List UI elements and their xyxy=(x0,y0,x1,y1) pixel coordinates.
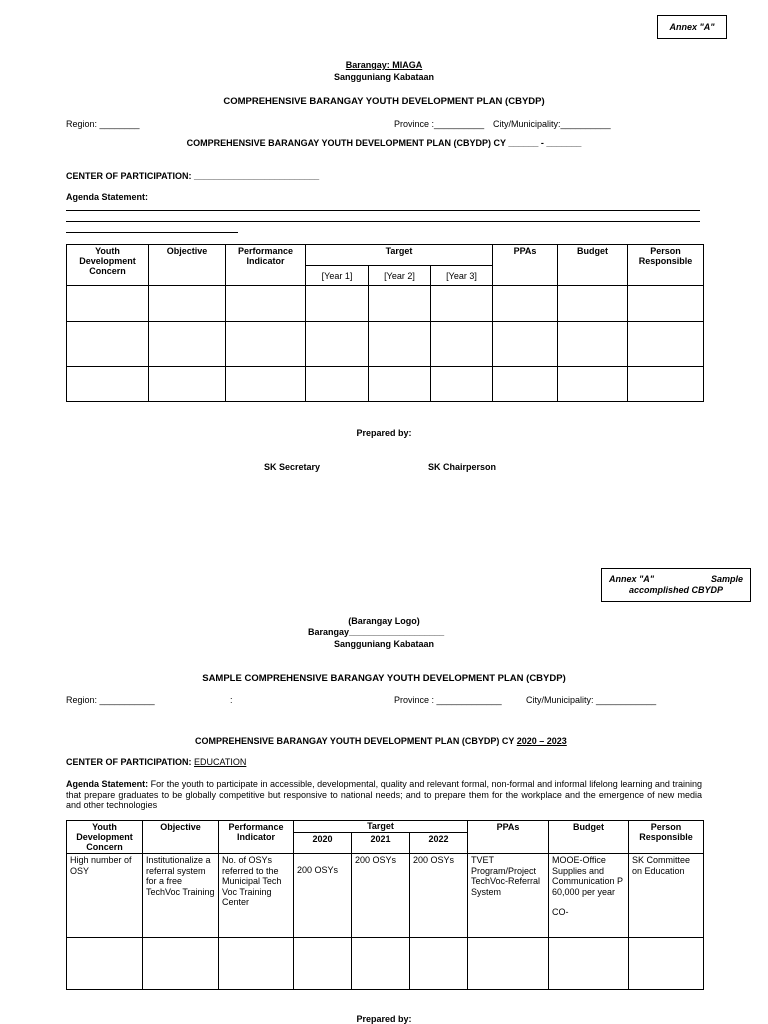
sample-prepared-by: Prepared by: xyxy=(356,1014,412,1024)
table-row xyxy=(67,367,704,402)
sample-annex-tag: Sample xyxy=(710,574,743,584)
sample-barangay-name: Barangay___________________ xyxy=(308,627,445,637)
barangay-logo-placeholder: (Barangay Logo) xyxy=(348,616,420,626)
agenda-line xyxy=(66,232,238,233)
sample-header-ppas: PPAs xyxy=(468,821,549,854)
document-title: COMPREHENSIVE BARANGAY YOUTH DEVELOPMENT PLAN (CBYDP) xyxy=(223,96,545,107)
sample-center-of-participation xyxy=(66,757,246,767)
header-target: Target xyxy=(306,245,493,266)
prepared-by: Prepared by: xyxy=(356,428,412,438)
sample-annex-box xyxy=(601,568,751,602)
cell-target-2022: 200 OSYs xyxy=(410,854,468,938)
center-of-participation: CENTER OF PARTICIPATION: _________________________ xyxy=(66,171,320,181)
sample-city-field: City/Municipality: ____________ xyxy=(526,695,657,705)
sample-header-target: Target xyxy=(294,821,468,833)
sample-annex-caption: accomplished CBYDP xyxy=(628,585,724,595)
sample-center-label: CENTER OF PARTICIPATION: xyxy=(66,757,194,767)
header-year-3: [Year 3] xyxy=(431,266,493,286)
header-ppas: PPAs xyxy=(493,245,558,286)
cell-target-2020: 200 OSYs xyxy=(294,854,352,938)
table-row xyxy=(67,854,704,938)
header-year-2: [Year 2] xyxy=(369,266,431,286)
city-field: City/Municipality:__________ xyxy=(493,119,611,129)
sample-annex-label: Annex "A" xyxy=(609,574,655,584)
sample-subtitle-years: 2020 – 2023 xyxy=(516,736,567,746)
sample-header-year-2021: 2021 xyxy=(352,832,410,853)
agenda-line xyxy=(66,221,700,222)
agenda-label: Agenda Statement: xyxy=(66,192,149,202)
cell-ppas: TVET Program/Project TechVoc-Referral System xyxy=(468,854,549,938)
sample-agenda-label: Agenda Statement: xyxy=(66,779,149,789)
sample-header-person: Person Responsible xyxy=(629,821,704,854)
sample-colon: : xyxy=(230,695,233,705)
sk-secretary: SK Secretary xyxy=(264,462,321,472)
table-row xyxy=(67,322,704,367)
sample-agenda-text: For the youth to participate in accessible, developmental, quality and relevant formal, non-formal and informal lifelong learning and training that prepare graduates to be globally competitive but responsive to national needs; and to prepare them for the workplace and the emergence of new media and other technologies xyxy=(66,779,703,810)
header-budget: Budget xyxy=(558,245,628,286)
agenda-line xyxy=(66,210,700,211)
cell-budget xyxy=(549,854,629,938)
plan-subtitle: COMPREHENSIVE BARANGAY YOUTH DEVELOPMENT PLAN (CBYDP) CY ______ - _______ xyxy=(186,138,582,148)
sample-plan-subtitle xyxy=(195,736,567,746)
cell-indicator: No. of OSYs referred to the Municipal Tech Voc Training Center xyxy=(219,854,294,938)
sample-header-concern: Youth Development Concern xyxy=(67,821,143,854)
barangay-name: Barangay: MIAGA xyxy=(345,60,423,70)
sample-plan-table xyxy=(66,820,704,990)
cell-objective: Institutionalize a referral system for a free TechVoc Training xyxy=(143,854,219,938)
sample-agenda-statement xyxy=(66,779,702,811)
plan-table xyxy=(66,244,704,402)
region-field: Region: ________ xyxy=(66,119,140,129)
cell-budget-co: CO- xyxy=(552,907,569,917)
sk-heading: Sangguniang Kabataan xyxy=(333,72,434,82)
sample-document-title: SAMPLE COMPREHENSIVE BARANGAY YOUTH DEVELOPMENT PLAN (CBYDP) xyxy=(202,673,566,684)
sample-subtitle-text: COMPREHENSIVE BARANGAY YOUTH DEVELOPMENT PLAN (CBYDP) CY xyxy=(195,736,517,746)
cell-target-2021: 200 OSYs xyxy=(352,854,410,938)
header-person: Person Responsible xyxy=(628,245,704,286)
sample-sk-heading: Sangguniang Kabataan xyxy=(333,639,434,649)
annex-box xyxy=(657,15,727,39)
sample-header-indicator: Performance Indicator xyxy=(219,821,294,854)
header-year-1: [Year 1] xyxy=(306,266,369,286)
header-concern: Youth Development Concern xyxy=(67,245,149,286)
sk-chairperson: SK Chairperson xyxy=(428,462,497,472)
cell-concern: High number of OSY xyxy=(67,854,143,938)
header-objective: Objective xyxy=(149,245,226,286)
table-row xyxy=(67,286,704,322)
sample-center-value: EDUCATION xyxy=(194,757,247,767)
sample-province-field: Province : _____________ xyxy=(394,695,502,705)
sample-header-year-2020: 2020 xyxy=(294,832,352,853)
table-row xyxy=(67,938,704,990)
sample-region-field: Region: ___________ xyxy=(66,695,155,705)
sample-header-year-2022: 2022 xyxy=(410,832,468,853)
province-field: Province :__________ xyxy=(394,119,485,129)
sample-header-objective: Objective xyxy=(143,821,219,854)
header-indicator: Performance Indicator xyxy=(226,245,306,286)
cell-budget-mooe: MOOE-Office Supplies and Communication P 60,000 per year xyxy=(552,855,623,897)
annex-label: Annex "A" xyxy=(669,22,715,32)
cell-person: SK Committee on Education xyxy=(629,854,704,938)
sample-header-budget: Budget xyxy=(549,821,629,854)
